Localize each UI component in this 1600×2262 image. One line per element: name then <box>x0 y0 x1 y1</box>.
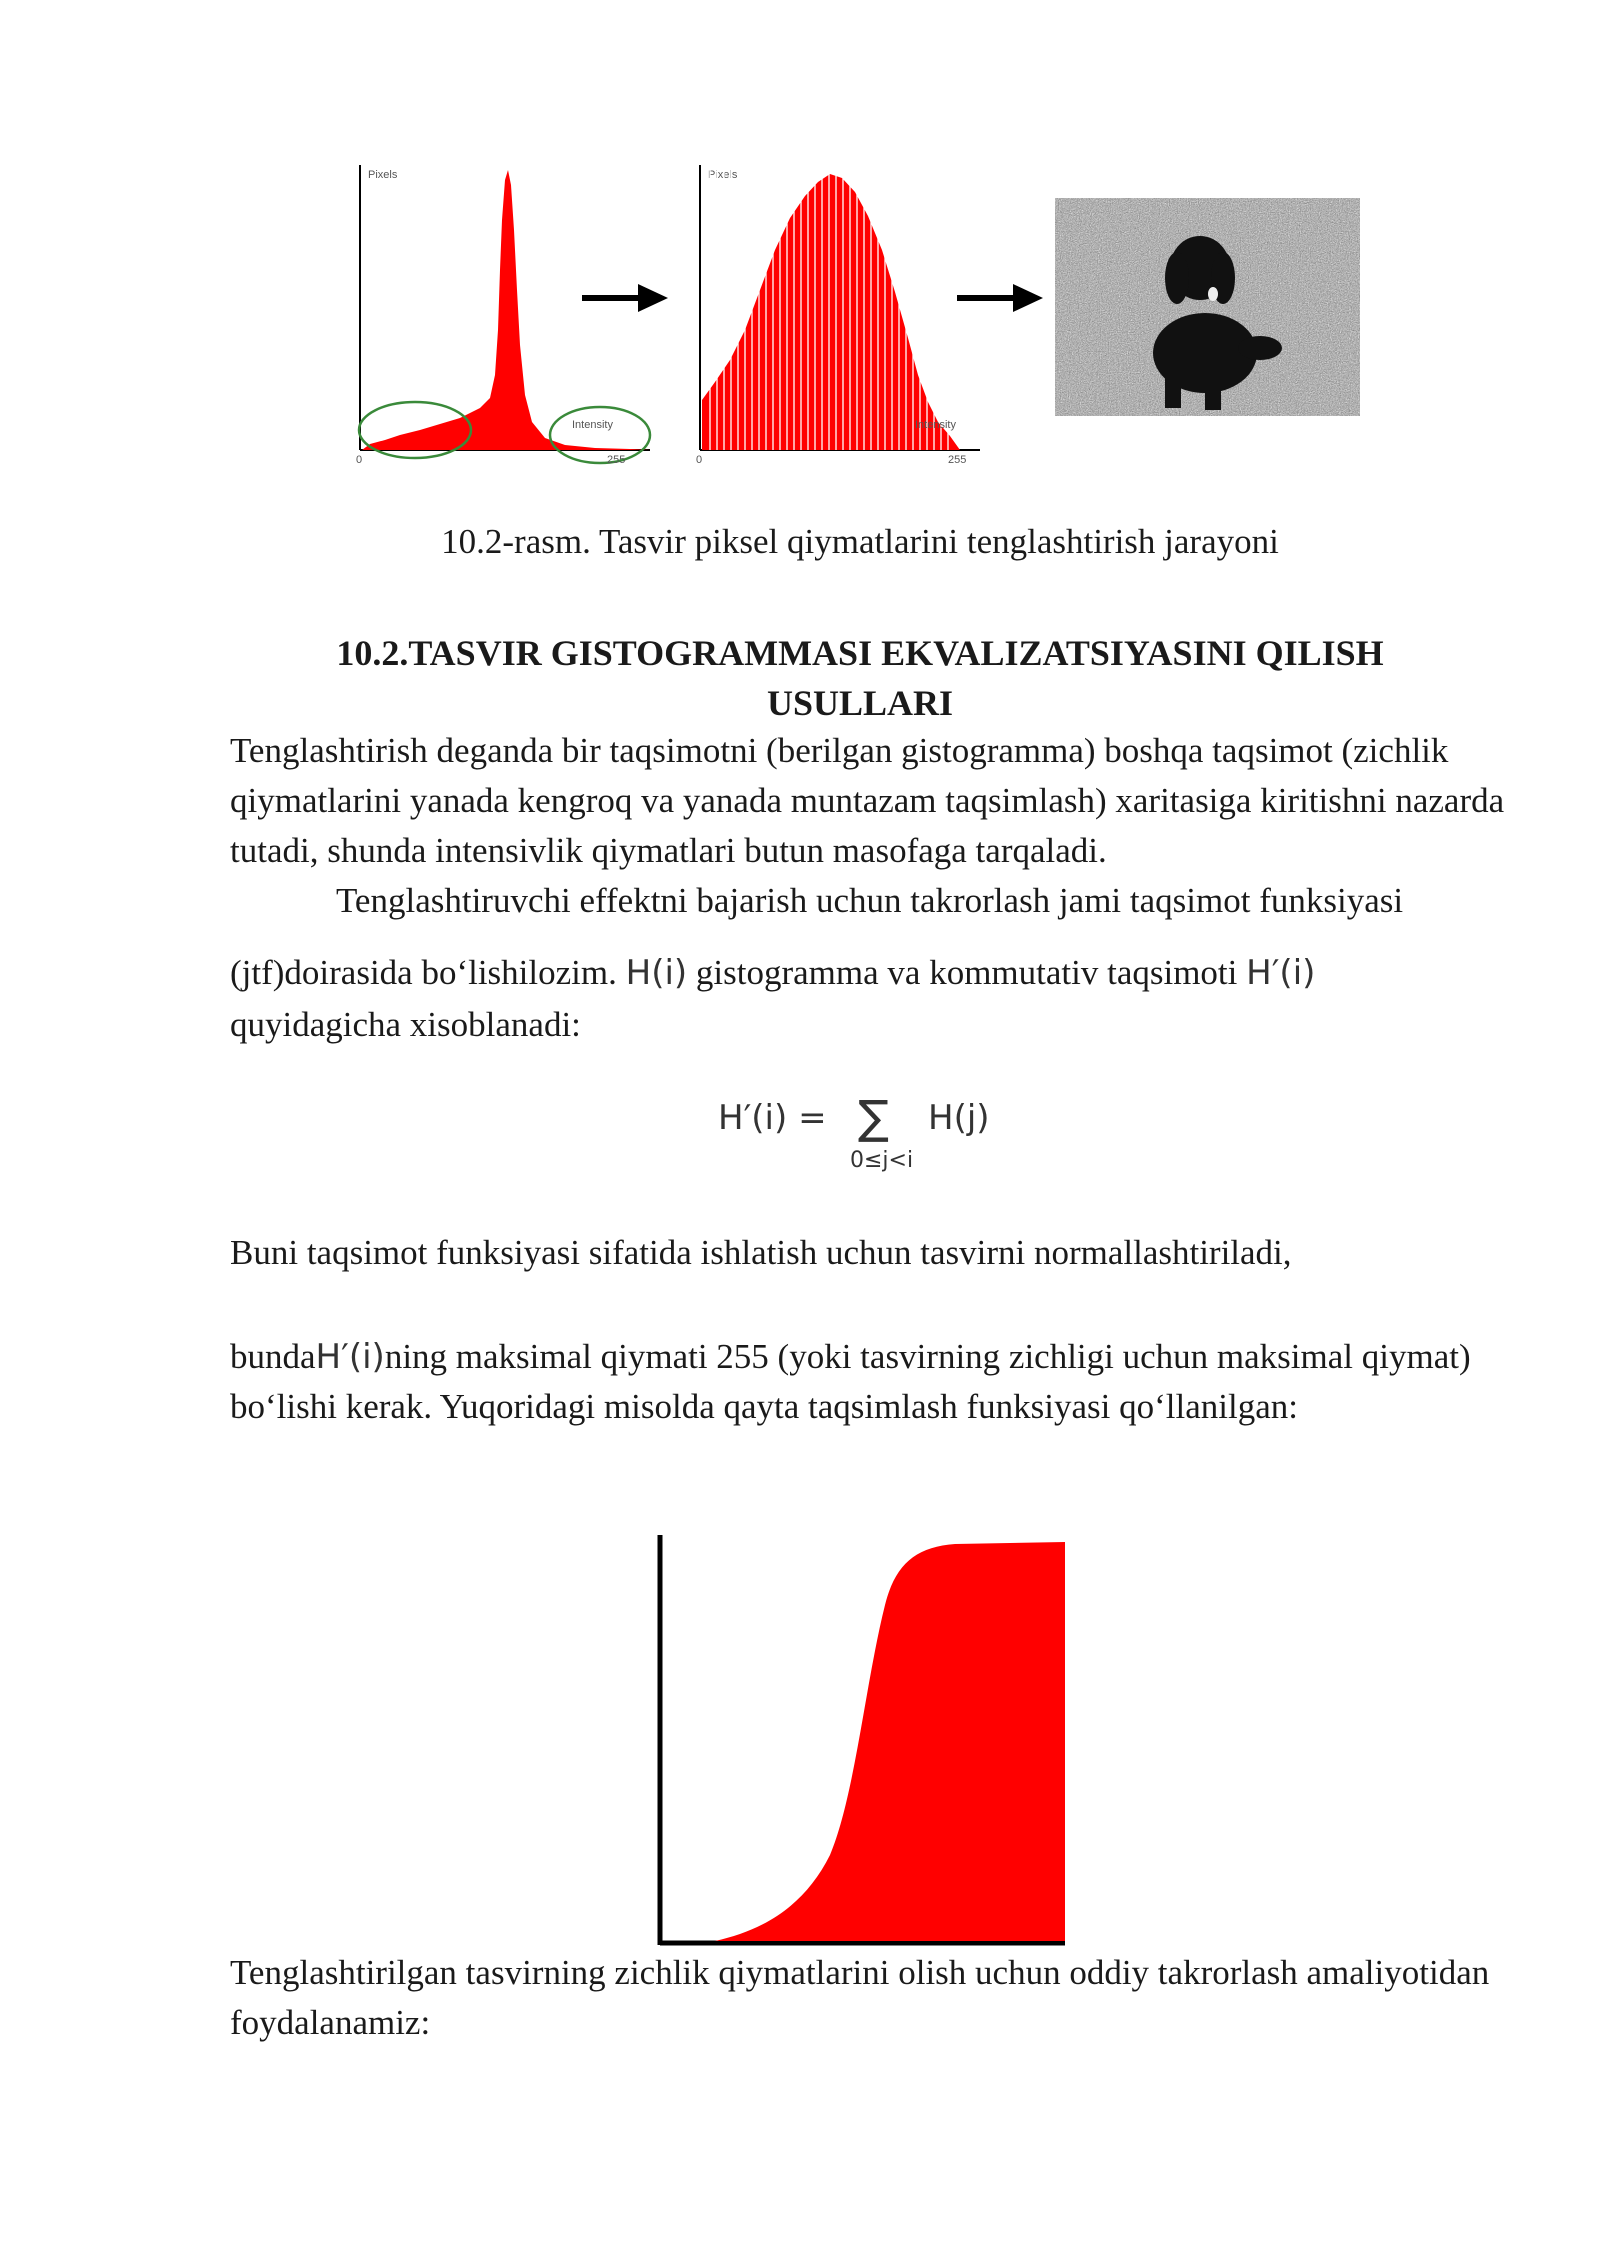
paragraph-2-text-a: (jtf)doirasida bo‘lishilozim. <box>230 953 617 992</box>
paragraph-4-text-b: ning maksimal qiymati 255 (yoki tasvirning zichligi uchun maksimal qiymat) bo‘lishi kerak. Yuqoridagi misolda qayta taqsimlash funksiyasi qo‘llanilgan: <box>230 1337 1471 1426</box>
paragraph-5: Tenglashtirilgan tasvirning zichlik qiymatlarini olish uchun oddiy takrorlash amaliyotidan foydalanamiz: <box>230 1953 1490 2042</box>
paragraph-2-line2 <box>230 948 1530 998</box>
arrow-right-icon <box>580 280 670 316</box>
x-max-label: 255 <box>948 454 967 466</box>
math-h-prime-i: H′(i) <box>1246 953 1316 993</box>
equalized-dog-photo <box>1055 198 1360 416</box>
paragraph-2-line3: quyidagicha xisoblanadi: <box>230 1005 581 1044</box>
section-heading-line1: 10.2.TASVIR GISTOGRAMMASI EKVALIZATSIYASINI QILISH <box>336 633 1384 673</box>
paragraph-4 <box>230 1332 1530 1432</box>
y-axis-label: Pixels <box>708 169 738 181</box>
x-min-label: 0 <box>356 454 363 466</box>
formula-limits: 0≤j<i <box>850 1148 914 1173</box>
formula-sum: ∑ <box>858 1090 889 1144</box>
cdf-area <box>715 1542 1065 1941</box>
paragraph-3: Buni taqsimot funksiyasi sifatida ishlatish uchun tasvirni normallashtiriladi, <box>230 1233 1292 1272</box>
x-axis-label: Intensity <box>915 419 956 431</box>
formula-lhs: H′(i) = <box>718 1098 827 1138</box>
math-h-prime-i: H′(i) <box>315 1337 385 1377</box>
cdf-chart <box>655 1535 1075 1955</box>
figure-caption: 10.2-rasm. Tasvir piksel qiymatlarini tenglashtirish jarayoni <box>441 522 1279 561</box>
x-axis-label: Intensity <box>572 419 613 431</box>
formula <box>718 1090 1018 1180</box>
x-max-label: 255 <box>607 454 626 466</box>
histogram-before <box>350 160 660 475</box>
arrow-right-icon <box>955 280 1045 316</box>
section-heading <box>230 628 1490 728</box>
paragraph-2-line1: Tenglashtiruvchi effektni bajarish uchun takrorlash jami taqsimot funksiyasi <box>336 881 1404 920</box>
math-h-i: H(i) <box>625 953 688 993</box>
histogram-after <box>690 160 990 475</box>
paragraph-4-text-a: bunda <box>230 1337 316 1376</box>
y-axis-label: Pixels <box>368 169 398 181</box>
x-min-label: 0 <box>696 454 703 466</box>
paragraph-1: Tenglashtirish deganda bir taqsimotni (berilgan gistogramma) boshqa taqsimot (zichlik qiymatlarini yanada kengroq va yanada muntazam taqsimlash) xaritasiga kiritishni nazarda tutadi, shunda intensivlik qiymatlari butun masofaga tarqaladi. <box>230 731 1505 870</box>
formula-rhs: H(j) <box>928 1098 990 1138</box>
paragraph-2-text-b: gistogramma va kommutativ taqsimoti <box>695 953 1238 992</box>
section-heading-line2: USULLARI <box>766 683 954 723</box>
